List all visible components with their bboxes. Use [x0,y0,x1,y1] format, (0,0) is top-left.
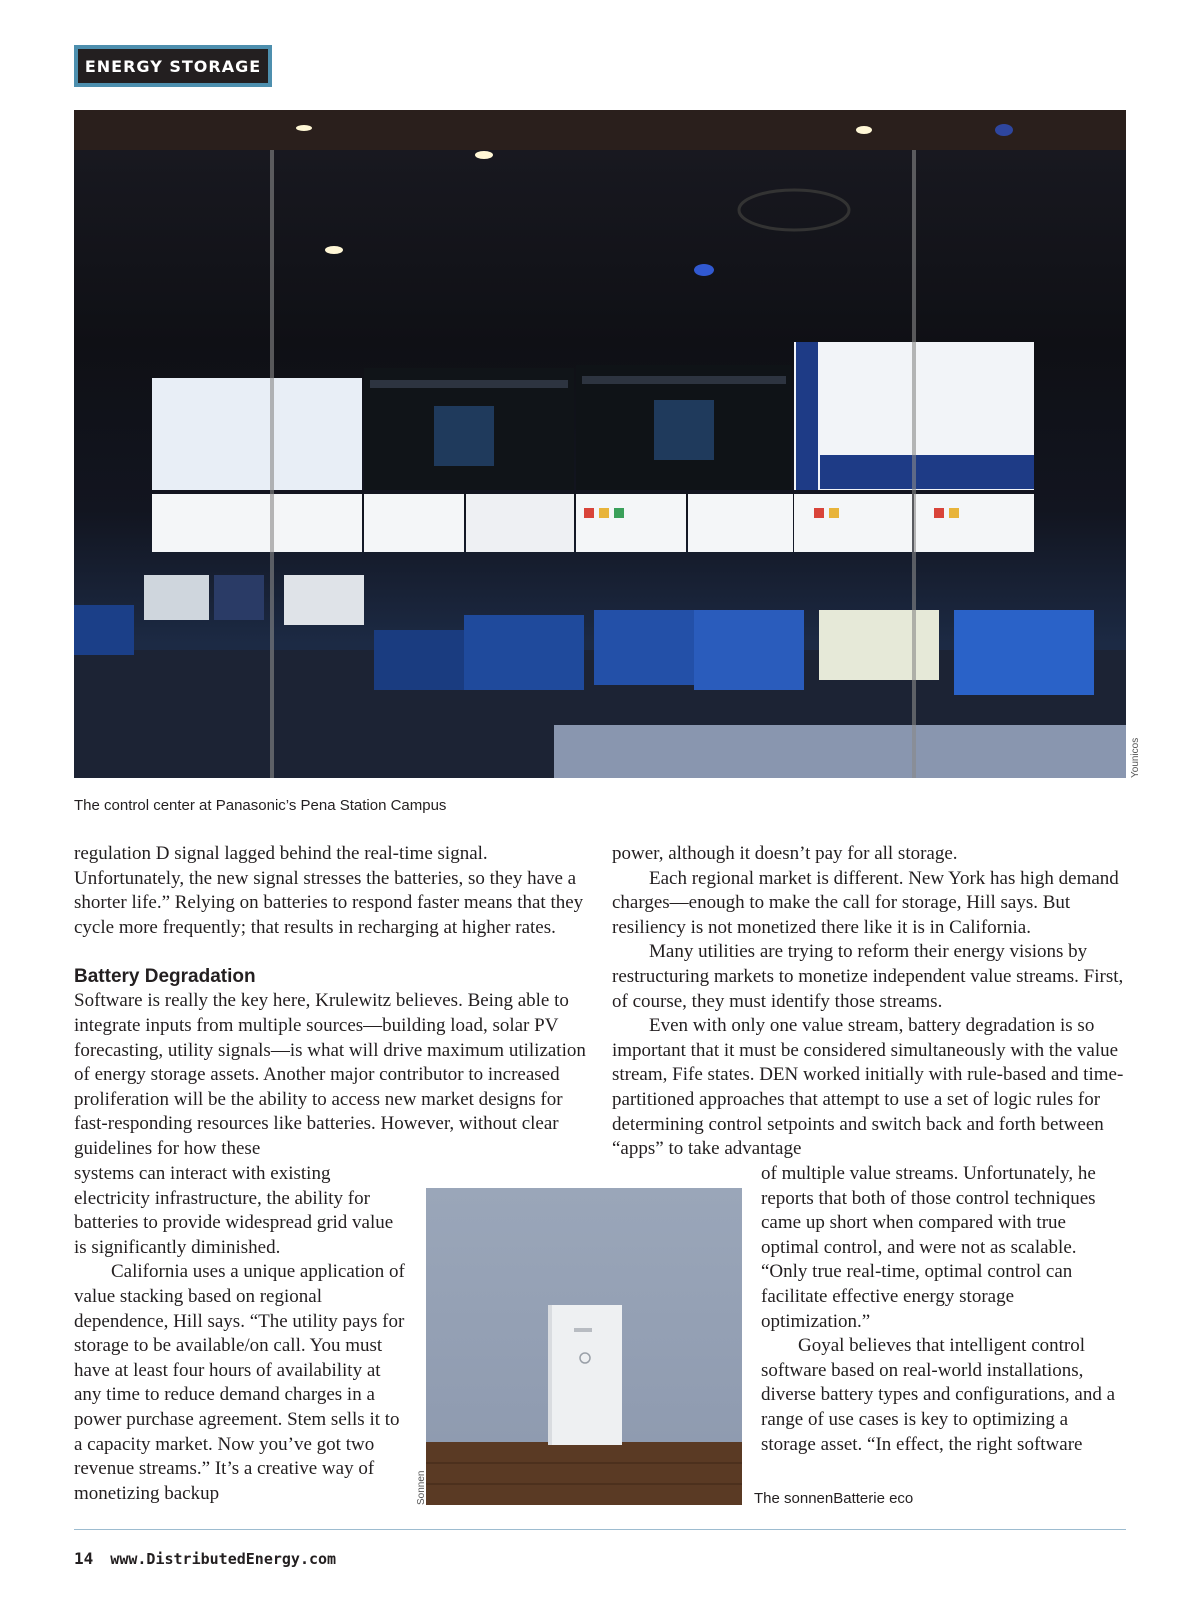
right-column [612,842,1126,1162]
photo-caption-battery: The sonnenBatterie eco [754,1490,914,1507]
footer-divider [74,1529,1126,1530]
page-footer [74,1549,336,1568]
right-column-narrow [761,1162,1126,1457]
control-center-photo [74,110,1126,778]
left-column-narrow [74,1162,408,1506]
sonnen-battery-photo [426,1188,742,1505]
paragraph: California uses a unique application of value stacking based on regional dependence, Hill says. “The utility pays for storage to be available/on call. You must have at least four hours of availability at any time to reduce demand charges in a power purchase agreement. Stem sells it to a capacity market. Now you’ve got two revenue streams.” It’s a creative way of monetizing backup [74,1261,405,1504]
paragraph: Goyal believes that intelligent control software based on real-world installations, diverse battery types and configurations, and a range of use cases is key to optimizing a storage asset. “In effect, the right software [761,1335,1116,1455]
left-column [74,842,588,1162]
battery-illustration [426,1188,742,1505]
footer-url[interactable]: www.DistributedEnergy.com [110,1550,337,1568]
paragraph: Many utilities are trying to reform their energy visions by restructuring markets to monetize independent value streams. First, of course, they must identify those streams. [612,941,1124,1012]
control-center-illustration [74,110,1126,778]
paragraph: Software is really the key here, Krulewitz believes. Being able to integrate inputs from multiple sources—building load, solar PV forecasting, utility signals—is what will drive maximum utilization of energy storage assets. Another major contributor to increased proliferation will be the ability to access new market designs for fast-responding resources like batteries. However, without clear guidelines for how these [74,990,586,1159]
paragraph: power, although it doesn’t pay for all storage. [612,843,958,864]
photo-credit-younicos: Younicos [1130,737,1141,778]
paragraph: Each regional market is different. New York has high demand charges—enough to make the call for storage, Hill says. But resiliency is not monetized there like it is in California. [612,867,1119,938]
page-number: 14 [74,1549,94,1568]
paragraph: Even with only one value stream, battery degradation is so important that it must be considered simultaneously with the value stream, Fife states. DEN worked initially with rule-based and time-partitioned approaches that attempt to use a set of logic rules for determining control setpoints and switch back and forth between “apps” to take advantage [612,1015,1124,1160]
section-tag: ENERGY STORAGE [74,45,272,87]
photo-credit-sonnen: Sonnen [416,1470,427,1505]
photo-caption-control-center: The control center at Panasonic’s Pena Station Campus [74,797,447,814]
subheading-battery-degradation: Battery Degradation [74,966,256,988]
paragraph: systems can interact with existing electricity infrastructure, the ability for batteries to provide widespread grid value is significantly diminished. [74,1163,394,1258]
paragraph: of multiple value streams. Unfortunately, he reports that both of those control techniques came up short when compared with true optimal control, and were not as scalable. “Only true real-time, optimal control can facilitate effective energy storage optimization.” [761,1163,1096,1332]
paragraph: regulation D signal lagged behind the real-time signal. Unfortunately, the new signal stresses the batteries, so they have a shorter life.” Relying on batteries to respond faster means that they cycle more frequently; that results in recharging at higher rates. [74,843,584,938]
